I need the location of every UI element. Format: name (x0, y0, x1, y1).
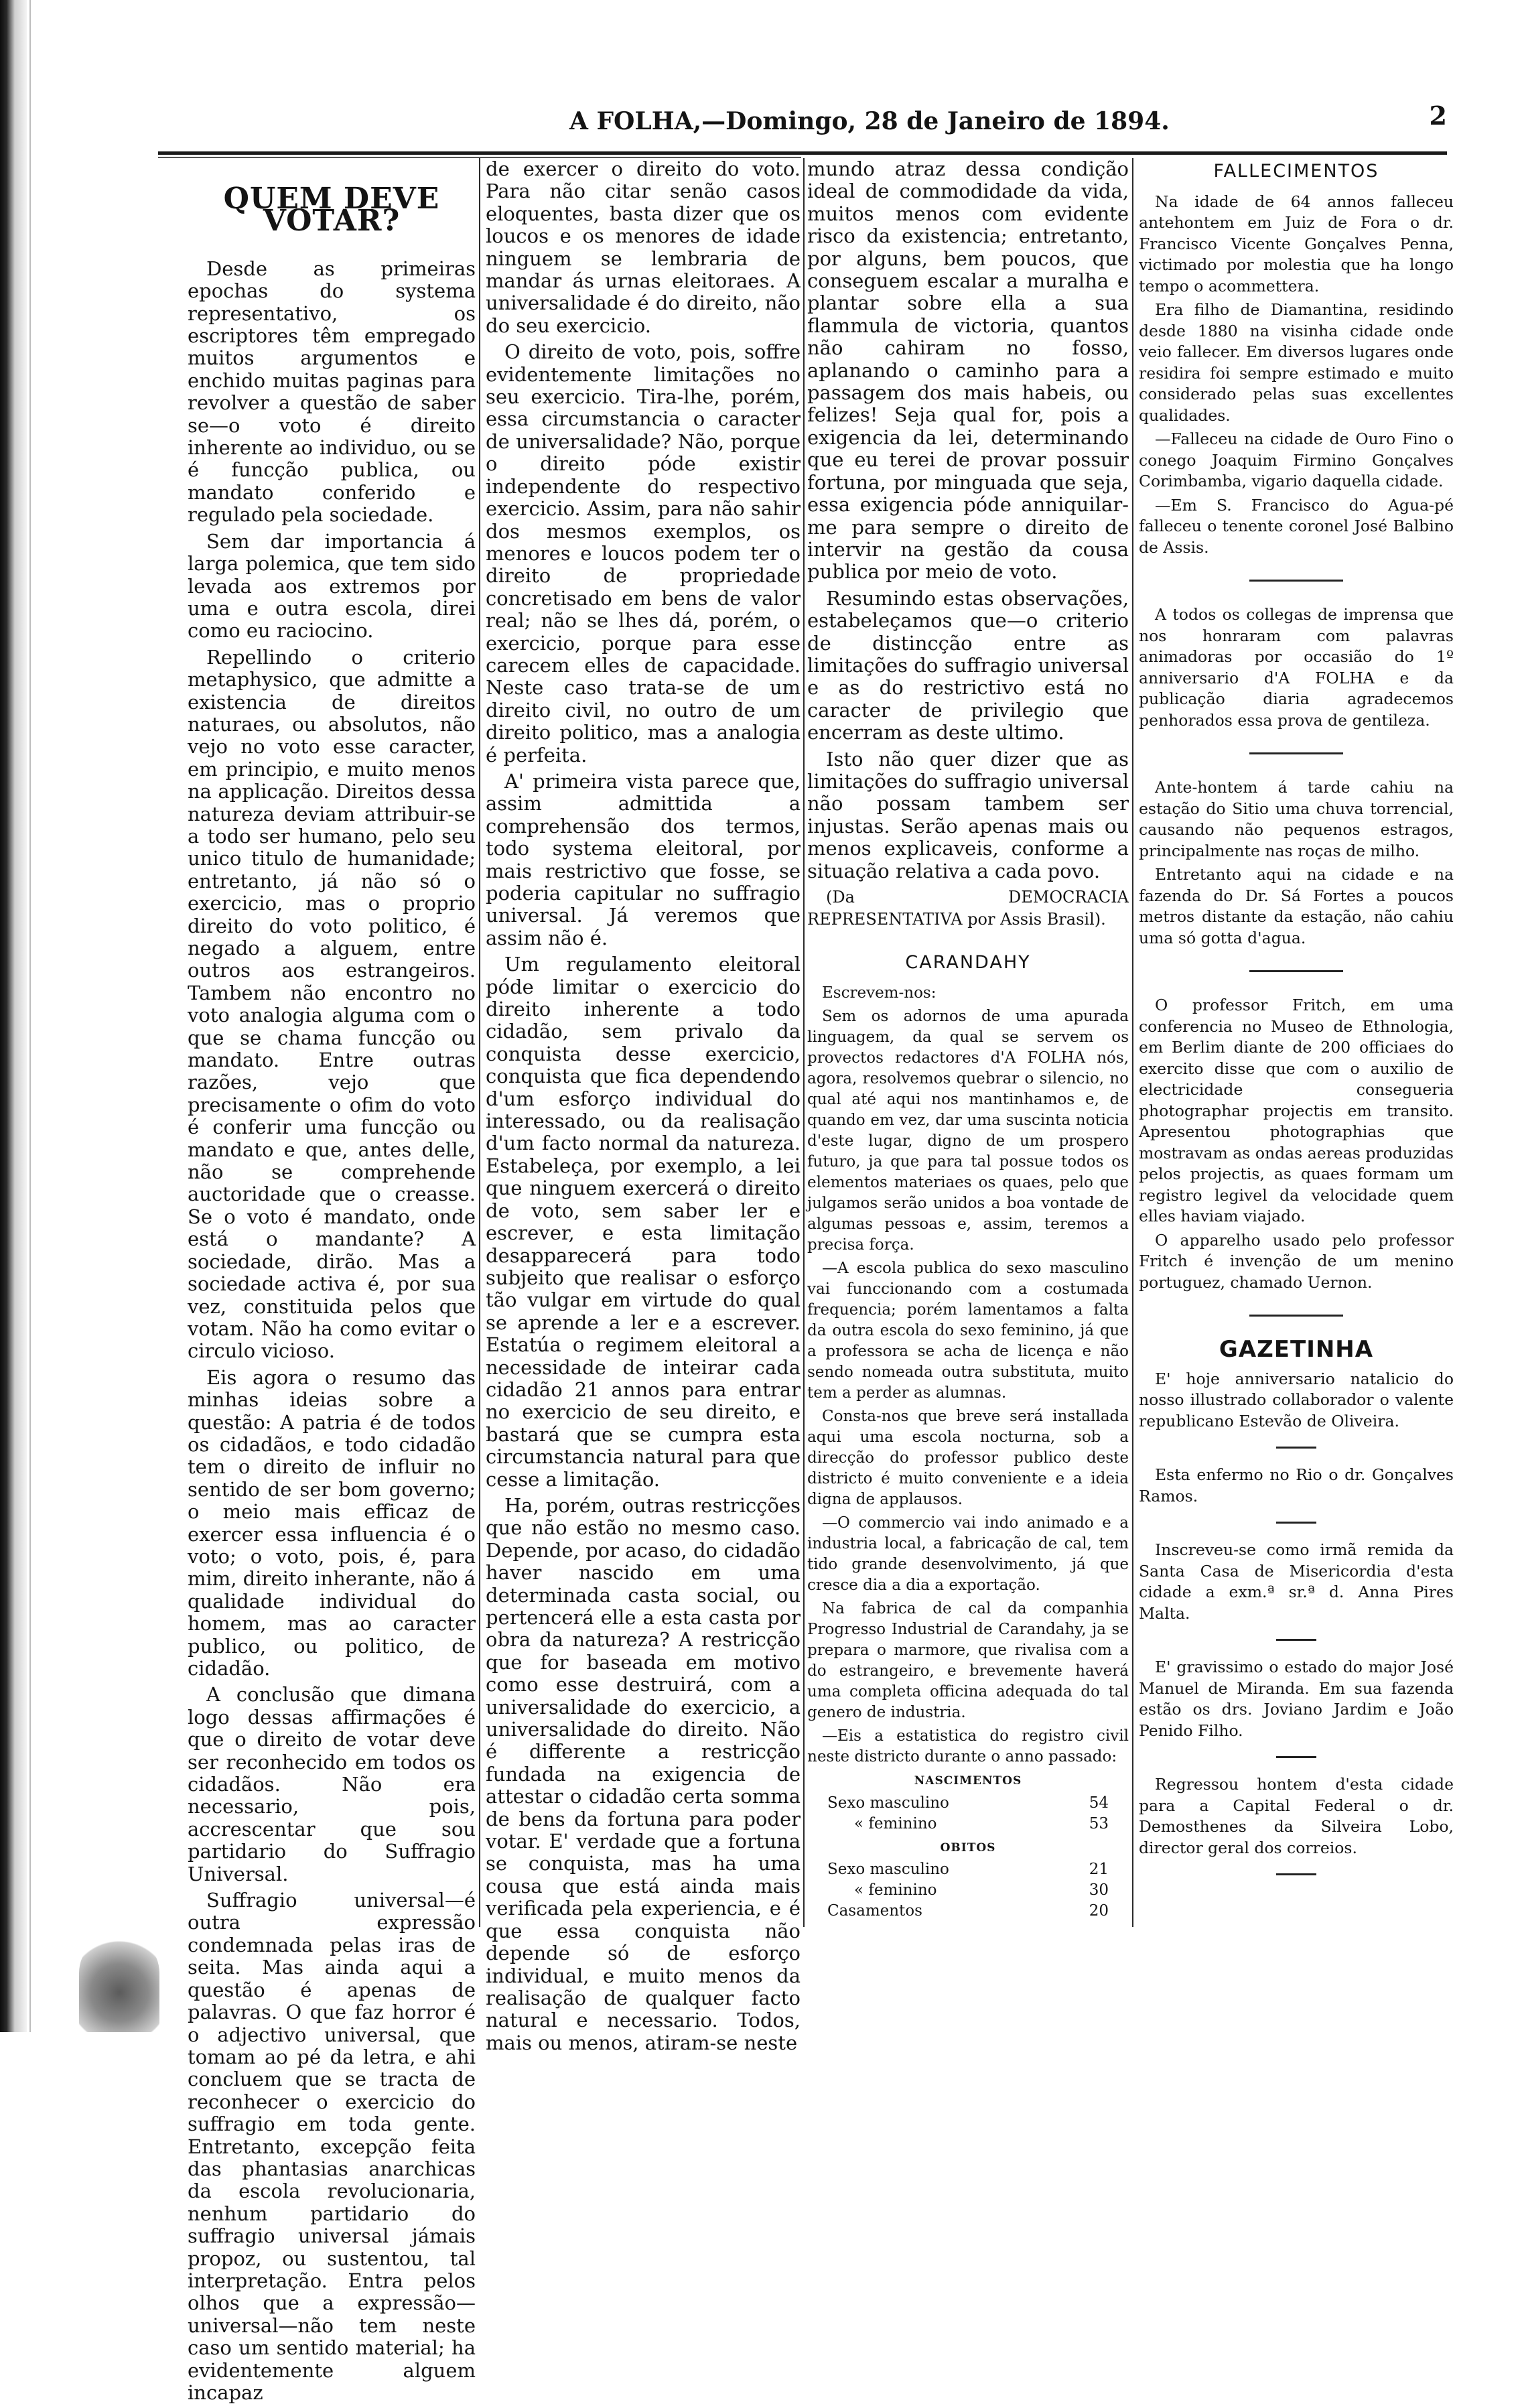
fallecimentos-heading: FALLECIMENTOS (1213, 161, 1379, 182)
obituary-paragraph: —Falleceu na cidade de Ouro Fino o conego Joaquim Firmino Gonçalves Corimbamba, vigario daquella cidade. (1139, 429, 1454, 490)
article-headline: QUEM DEVE VOTAR? (223, 182, 440, 239)
carandahy-paragraph: Consta-nos que breve será installada aqui uma escola nocturna, sob a direcção do professor publico deste districto é muito conveniente e a ideia digna de applausos. (807, 1408, 1129, 1509)
article-paragraph: A' primeira vista parece que, assim admittida a comprehensão dos termos, todo systema eleitoral, por mais restrictivo que fosse, se poderia capitular no suffragio universal. Já veremos que assim não é. (486, 769, 801, 949)
stat-row (807, 1814, 1129, 1834)
header-rule (158, 151, 1447, 155)
article-paragraph: mundo atraz dessa condição ideal de commodidade da vida, muitos menos com evidente risco da existencia; entretanto, por alguns, bem poucos, que conseguem escalar a muralha e plantar sobre ella a sua flammula de victoria, quantos não cahiram no fosso, aplanando o caminho para a passagem dos mais habeis, ou felizes! Seja qual for, pois a exigencia da lei, determinando que eu terei de provar possuir fortuna, por minguada que seja, essa exigencia póde anniquilar-me para sempre o direito de intervir na gestão da cousa publica por meio de voto. (807, 157, 1129, 584)
masthead-line (154, 101, 1447, 141)
stat-value: 54 (1089, 1794, 1109, 1812)
stat-row (807, 1880, 1129, 1901)
carandahy-paragraph: —A escola publica do sexo masculino vai funccionando com a costumada frequencia; porém lamentamos a falta da outra escola do sexo feminino, já que a professora se acha de licença e não sendo nomeada outra substituta, muito tem a perder as alumnas. (807, 1260, 1129, 1402)
section-separator (1249, 580, 1343, 582)
stat-label: « feminino (854, 1814, 937, 1832)
item-separator (1276, 1447, 1316, 1449)
carandahy-intro: Escrevem-nos: (822, 984, 937, 1002)
stat-row (807, 1901, 1129, 1922)
obituary-paragraph: Era filho de Diamantina, residindo desde 1880 na visinha cidade onde veio fallecer. Em diversos lugares onde residira foi sempre estimado e muito considerado pelas suas excellentes qualidades. (1139, 300, 1454, 425)
article-paragraph: Desde as primeiras epochas do systema representativo, os escriptores têm empregado muitos argumentos e enchido muitas paginas para revolver a questão de saber se—o voto é direito inherente ao individuo, ou se é funcção publica, ou mandato conferido e regulado pela sociedade. (188, 257, 476, 527)
obituary-paragraph: Na idade de 64 annos falleceu antehontem em Juiz de Fora o dr. Francisco Vicente Gonçalves Penna, victimado por molestia que ha longo tempo o acommettera. (1139, 192, 1454, 295)
gazetinha-item: E' hoje anniversario natalicio do nosso illustrado collaborador o valente republicano Estevão de Oliveira. (1139, 1369, 1454, 1430)
news-note: O professor Fritch, em uma conferencia no Museo de Ethnologia, em Berlim diante de 200 officiaes do exercito disse que com o auxilio de electricidade consegueria photographar projectis em transito. Apresentou photographias que mostravam as ondas aereas produzidas pelos projectis, as quaes formam um registro legivel da velocidade quem elles haviam viajado. (1139, 996, 1454, 1225)
news-note: Ante-hontem á tarde cahiu na estação do Sitio uma chuva torrencial, causando não pequenos estragos, principalmente nas roças de milho. (1139, 778, 1454, 860)
carandahy-heading: CARANDAHY (905, 951, 1031, 973)
stat-value: 30 (1089, 1881, 1109, 1899)
news-note: Entretanto aqui na cidade e na fazenda do Dr. Sá Fortes a poucos metros distante da estação, não cahiu uma só gotta d'agua. (1139, 865, 1454, 947)
item-separator (1276, 1639, 1316, 1641)
carandahy-section (807, 983, 1129, 1767)
article-source: (Da DEMOCRACIA REPRESENTATIVA por Assis Brasil). (807, 888, 1129, 929)
article-paragraph: Resumindo estas observações, estabeleçamos que—o criterio de distincção entre as limitações do suffragio universal e as do restrictivo está no caracter de privilegio que encerram as deste ultimo. (807, 586, 1129, 744)
item-separator (1276, 1522, 1316, 1524)
article-paragraph: Isto não quer dizer que as limitações do suffragio universal não possam tambem ser injustas. Serão apenas mais ou menos explicaveis, conforme a situação relativa a cada povo. (807, 747, 1129, 882)
section-separator (1249, 1315, 1343, 1317)
stat-value: 20 (1089, 1902, 1109, 1920)
gazetinha-item: Esta enfermo no Rio o dr. Gonçalves Ramos. (1139, 1465, 1454, 1506)
carandahy-paragraph: Sem os adornos de uma apurada linguagem, da qual se servem os provectos redactores d'A FOLHA nós, agora, resolvemos quebrar o silencio, no qual até aqui nos mantinhamos e, de quando em vez, dar uma suscinta noticia d'este lugar, digno de um prospero futuro, ja que para tal possue todos os elementos materiaes os quaes, pelo que julgamos serão unidos a boa vontade de algumas pessoas e, assim, teremos a precisa força. (807, 1008, 1129, 1254)
page-number: 2 (1429, 101, 1447, 131)
column-divider (479, 158, 480, 1927)
gazetinha-item: Inscreveu-se como irmã remida da Santa Casa de Misericordia d'esta cidade a exm.ª sr.ª d. Anna Pires Malta. (1139, 1540, 1454, 1623)
section-separator (1249, 752, 1343, 754)
article-paragraph: Eis agora o resumo das minhas ideias sobre a questão: A patria é de todos os cidadãos, e todo cidadão tem o direito de influir no sentido de ser bom governo; o meio mais efficaz de exercer essa influencia é o voto; o voto, pois, é, para mim, direito inherante, não á qualidade individual do homem, mas ao caracter publico, ou politico, de cidadão. (188, 1365, 476, 1680)
page-edge-line (29, 0, 31, 2032)
stat-row (807, 1859, 1129, 1880)
column-1 (188, 158, 476, 2408)
article-paragraph: A conclusão que dimana logo dessas affirmações é que o direito de votar deve ser reconhecido em todos os cidadãos. Não era necessario, pois, accrescentar que sou partidario do Suffragio Universal. (188, 1683, 476, 1885)
article-paragraph: Suffragio universal—é outra expressão condemnada pelas iras de seita. Mas ainda aqui a questão é apenas de palavras. O que faz horror é o adjectivo universal, que tomam ao pé da letra, e ahi concluem que se tracta de reconhecer o exercicio do suffragio em toda gente. Entretanto, excepção feita das phantasias anarchicas da escola revolucionaria, nenhum partidario do suffragio universal jámais propoz, ou sustentou, tal interpretação. Entra pelos olhos que a expressão—universal—não tem neste caso um sentido material; ha evidentemente alguem incapaz (188, 1889, 476, 2404)
news-note: O apparelho usado pelo professor Fritch é invenção de um menino portuguez, chamado Uernon. (1139, 1230, 1454, 1292)
carandahy-paragraph: Na fabrica de cal da companhia Progresso Industrial de Carandahy, ja se prepara o marmore, que rivalisa com a do estrangeiro, e brevemente haverá uma completa officina adequada do tal genero de industria. (807, 1600, 1129, 1722)
column-divider (1132, 158, 1133, 1927)
article-paragraph: O direito de voto, pois, soffre evidentemente limitações no seu exercicio. Tira-lhe, porém, essa circumstancia o caracter de universalidade? Não, porque o direito póde existir independente do respectivo exercicio. Assim, para não sahir dos mesmos exemplos, os menores e loucos podem ter o direito de propriedade concretisado em bens de valor real; não se lhes dá, porém, o exercicio, porque para esse carecem elles de capacidade. Neste caso trata-se de um direito civil, no outro de um direito politico, mas a analogia é perfeita. (486, 340, 801, 766)
gazetinha-item: E' gravissimo o estado do major José Manuel de Miranda. Em sua fazenda estão os drs. Joviano Jardim e João Penido Filho. (1139, 1658, 1454, 1740)
item-separator (1276, 1873, 1316, 1875)
stat-label: Sexo masculino (827, 1794, 949, 1812)
deaths-heading: OBITOS (940, 1841, 996, 1855)
stat-value: 21 (1089, 1861, 1109, 1879)
stat-label: Casamentos (827, 1902, 922, 1920)
column-2 (486, 158, 801, 2058)
article-paragraph: Um regulamento eleitoral póde limitar o exercicio do direito inherente a todo cidadão, sem privalo da conquista desse exercicio, conquista que fica dependendo d'um esforço individual do interessado, ou da realisação d'um facto normal da natureza. Estabeleça, por exemplo, a lei que ninguem exercerá o direito de voto, sem saber ler e escrever, e esta limitação desapparecerá para todo subjeito que realisar o esforço tão vulgar em virtude do qual se aprende a ler e a escrever. Estatúa o regimem eleitoral a necessidade de inteirar cada cidadão 21 annos para entrar no exercicio de seu direito, e bastará que se cumpra esta circumstancia natural para que cesse a limitação. (486, 953, 801, 1491)
births-heading: NASCIMENTOS (914, 1774, 1022, 1788)
news-note: A todos os collegas de imprensa que nos honraram com palavras animadoras por occasião do 1º anniversario d'A FOLHA e da publicação diaria agradecemos penhorados essa prova de gentileza. (1139, 605, 1454, 730)
stat-value: 53 (1089, 1814, 1109, 1832)
section-separator (1249, 970, 1343, 972)
stat-label: « feminino (854, 1881, 937, 1899)
page-stain (79, 1933, 159, 2032)
column-3 (807, 158, 1129, 1922)
gazetinha-heading: GAZETINHA (1219, 1336, 1374, 1363)
article-paragraph: de exercer o direito do voto. Para não citar senão casos eloquentes, basta dizer que os loucos e os menores de idade ninguem se lembraria de mandar ás urnas eleitoraes. A universalidade é do direito, não do seu exercicio. (486, 157, 801, 337)
item-separator (1276, 1756, 1316, 1758)
carandahy-paragraph: —Eis a estatistica do registro civil neste districto durante o anno passado: (807, 1727, 1129, 1766)
column-4 (1139, 158, 1454, 1891)
gazetinha-item: Regressou hontem d'esta cidade para a Capital Federal o dr. Demosthenes da Silveira Lobo, director geral dos correios. (1139, 1775, 1454, 1857)
obituary-paragraph: —Em S. Francisco do Agua-pé falleceu o tenente coronel José Balbino de Assis. (1139, 495, 1454, 557)
column-divider (803, 158, 805, 1927)
carandahy-paragraph: —O commercio vai indo animado e a industria local, a fabricação de cal, tem tido grande desenvolvimento, já que cresce dia a dia a exportação. (807, 1514, 1129, 1595)
article-paragraph: Repellindo o criterio metaphysico, que admitte a existencia de direitos naturaes, ou absolutos, não vejo no voto esse caracter, em principio, e muito menos na applicação. Direitos dessa natureza deviam attribuir-se a todo ser humano, pelo seu unico titulo de humanidade; entretanto, já não só o exercicio, mas o proprio direito do voto politico, é negado a alguem, entre outros aos estrangeiros. Tambem não encontro no voto analogia alguma com o que se chama funcção ou mandato. Entre outras razões, vejo que precisamente o ofim do voto é conferir uma funcção ou mandato e que, antes delle, não se comprehende auctoridade que o creasse. Se o voto é mandato, onde está o mandante? A sociedade, dirão. Mas a sociedade activa é, por sua vez, constituida pelos que votam. Não ha como evitar o circulo vicioso. (188, 645, 476, 1363)
stat-row (807, 1793, 1129, 1814)
stat-label: Sexo masculino (827, 1861, 949, 1879)
masthead-title: A FOLHA,—Domingo, 28 de Janeiro de 1894. (569, 107, 1170, 135)
article-paragraph: Ha, porém, outras restricções que não estão no mesmo caso. Depende, por acaso, do cidadão haver nascido em uma determinada casta social, ou pertencerá elle a esta casta por obra da natureza? A restricção que for baseada em motivo como esse destruirá, com a universalidade do exercicio, a universalidade do direito. Não é differente a restricção fundada na exigencia de attestar o cidadão certa somma de bens da fortuna para poder votar. E' verdade que a fortuna se conquista, mas ha uma cousa que está ainda mais verificada pela experiencia, e é que essa conquista não depende só de esforço individual, e muito menos da realisação de qualquer facto natural e necessario. Todos, mais ou menos, atiram-se neste (486, 1493, 801, 2054)
article-paragraph: Sem dar importancia á larga polemica, que tem sido levada aos extremos por uma e outra escola, direi como eu raciocino. (188, 529, 476, 643)
page-binding-edge (0, 0, 27, 2032)
